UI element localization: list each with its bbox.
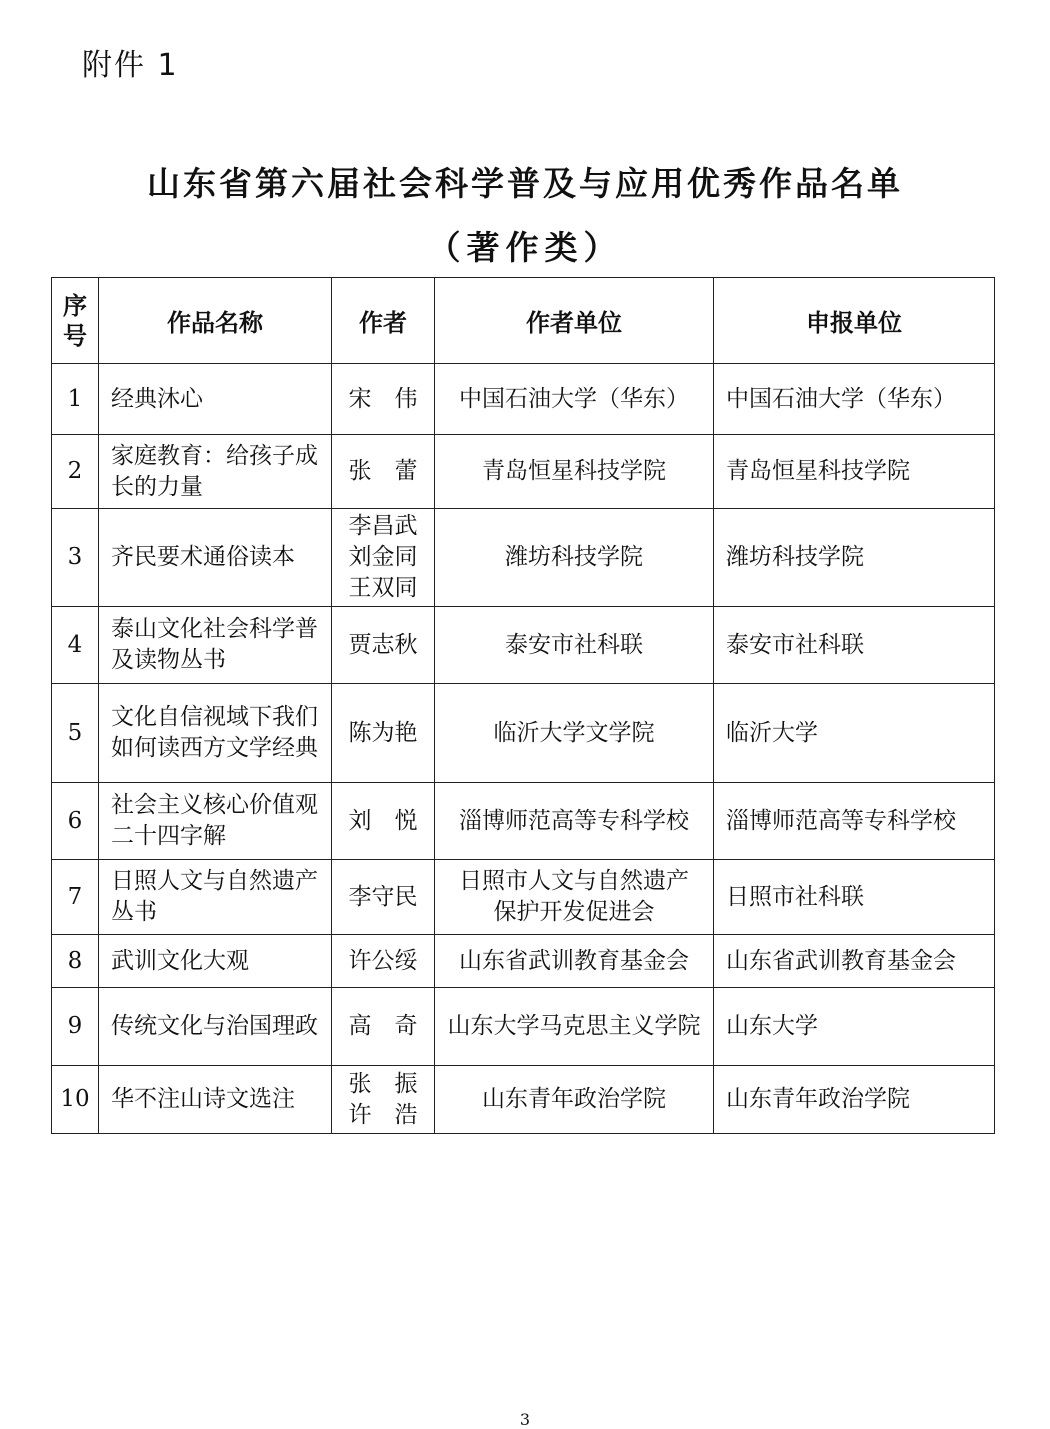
table-header-row [52, 278, 995, 364]
applicant-unit: 临沂大学 [714, 684, 995, 783]
author-unit-cell [435, 1066, 714, 1134]
applicant-unit: 潍坊科技学院 [714, 509, 995, 607]
work-title: 传统文化与治国理政 [99, 988, 332, 1066]
author-name: 贾志秋 [348, 631, 418, 658]
author-unit-cell [435, 988, 714, 1066]
work-title: 家庭教育：给孩子成长的力量 [99, 435, 332, 509]
table-row [52, 684, 995, 783]
table-row [52, 988, 995, 1066]
applicant-unit: 青岛恒星科技学院 [714, 435, 995, 509]
header-seq [52, 278, 99, 364]
row-number: 4 [52, 607, 99, 684]
works-table [51, 277, 995, 1134]
author-unit-cell [435, 435, 714, 509]
applicant-unit: 中国石油大学（华东） [714, 364, 995, 435]
author-unit-cell [435, 364, 714, 435]
applicant-unit: 日照市社科联 [714, 860, 995, 935]
work-title: 华不注山诗文选注 [99, 1066, 332, 1134]
author-cell [332, 1066, 435, 1134]
author-unit: 日照市人文与自然遗产 [459, 868, 689, 894]
header-work: 作品名称 [99, 278, 332, 364]
row-number: 1 [52, 364, 99, 435]
table-row [52, 1066, 995, 1134]
row-number: 8 [52, 935, 99, 988]
work-title: 经典沐心 [99, 364, 332, 435]
table-row [52, 607, 995, 684]
author-unit: 潍坊科技学院 [505, 544, 643, 570]
table-row [52, 435, 995, 509]
author-cell [332, 860, 435, 935]
header-author: 作者 [332, 278, 435, 364]
work-title: 文化自信视域下我们如何读西方文学经典 [99, 684, 332, 783]
author-cell [332, 509, 435, 607]
author-unit: 山东省武训教育基金会 [459, 947, 689, 974]
author-name: 张 蕾 [348, 458, 418, 484]
table-row [52, 364, 995, 435]
row-number: 10 [52, 1066, 99, 1134]
header-seq-line2: 号 [63, 321, 87, 350]
author-unit-cell [435, 607, 714, 684]
work-title: 泰山文化社会科学普及读物丛书 [99, 607, 332, 684]
author-name: 许 浩 [348, 1101, 418, 1128]
author-unit-cell [435, 860, 714, 935]
table-row [52, 783, 995, 860]
page-number: 3 [519, 1410, 531, 1429]
applicant-unit: 山东省武训教育基金会 [714, 935, 995, 988]
author-unit: 青岛恒星科技学院 [482, 458, 666, 484]
work-title: 齐民要术通俗读本 [99, 509, 332, 607]
applicant-unit: 淄博师范高等专科学校 [714, 783, 995, 860]
applicant-unit: 山东大学 [714, 988, 995, 1066]
row-number: 7 [52, 860, 99, 935]
author-name: 李守民 [348, 883, 418, 910]
table-row [52, 860, 995, 935]
work-title: 武训文化大观 [99, 935, 332, 988]
author-name: 陈为艳 [348, 719, 418, 746]
table-row [52, 935, 995, 988]
applicant-unit: 泰安市社科联 [714, 607, 995, 684]
row-number: 5 [52, 684, 99, 783]
author-cell [332, 435, 435, 509]
table-body [52, 364, 995, 1134]
author-unit: 临沂大学文学院 [493, 719, 655, 746]
author-name: 李昌武 [348, 513, 418, 539]
author-cell [332, 935, 435, 988]
author-cell [332, 607, 435, 684]
row-number: 2 [52, 435, 99, 509]
author-unit-cell [435, 783, 714, 860]
row-number: 9 [52, 988, 99, 1066]
document-title: 山东省第六届社会科学普及与应用优秀作品名单 [147, 164, 903, 203]
author-cell [332, 364, 435, 435]
author-unit-cell [435, 509, 714, 607]
table-row [52, 509, 995, 607]
author-unit: 保护开发促进会 [493, 899, 655, 925]
author-unit: 泰安市社科联 [505, 631, 643, 658]
document-subtitle: （著作类） [427, 228, 623, 267]
author-name: 刘 悦 [348, 807, 418, 834]
author-name: 高 奇 [348, 1013, 418, 1039]
applicant-unit: 山东青年政治学院 [714, 1066, 995, 1134]
author-cell [332, 684, 435, 783]
header-author-unit: 作者单位 [435, 278, 714, 364]
author-unit: 山东青年政治学院 [482, 1086, 666, 1112]
author-name: 宋 伟 [348, 385, 418, 412]
author-name: 许公绥 [348, 947, 418, 974]
author-unit: 中国石油大学（华东） [459, 385, 689, 412]
author-name: 王双同 [348, 575, 418, 601]
header-applicant-unit: 申报单位 [714, 278, 995, 364]
work-title: 社会主义核心价值观二十四字解 [99, 783, 332, 860]
author-unit-cell [435, 684, 714, 783]
author-unit: 山东大学马克思主义学院 [447, 1013, 701, 1039]
author-name: 张 振 [348, 1070, 418, 1097]
author-unit-cell [435, 935, 714, 988]
row-number: 3 [52, 509, 99, 607]
header-seq-line1: 序 [63, 291, 87, 320]
row-number: 6 [52, 783, 99, 860]
author-cell [332, 783, 435, 860]
work-title: 日照人文与自然遗产丛书 [99, 860, 332, 935]
author-name: 刘金同 [348, 544, 418, 570]
author-unit: 淄博师范高等专科学校 [459, 807, 689, 834]
author-cell [332, 988, 435, 1066]
attachment-label: 附件 1 [82, 48, 179, 83]
